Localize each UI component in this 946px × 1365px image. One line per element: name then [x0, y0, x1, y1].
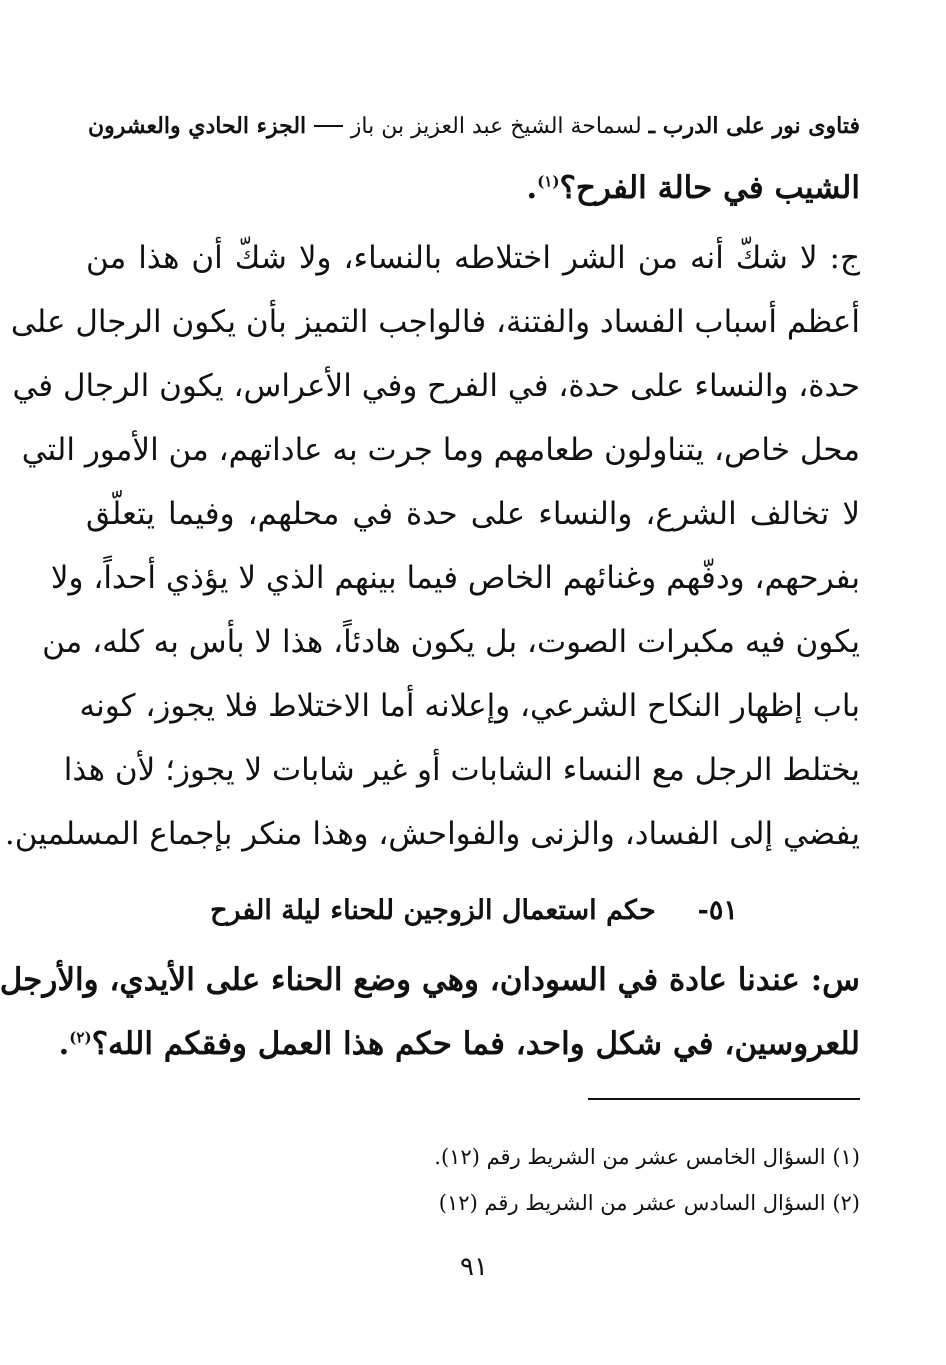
question-tail-text: الشيب في حالة الفرح؟ [559, 170, 860, 206]
footnote-ref-1: (١) [537, 172, 560, 191]
header-volume: الجزء الحادي والعشرون [88, 113, 307, 139]
section-heading [202, 884, 746, 936]
footnote-2: (٢) السؤال السادس عشر من الشريط رقم (١٢) [438, 1191, 860, 1215]
question-tail-line [86, 156, 860, 220]
question-tail-end: . [526, 170, 538, 206]
answer-line: حدة، والنساء على حدة، في الفرح وفي الأعراس، يكون الرجال في [12, 368, 860, 404]
answer-line: أعظم أسباب الفساد والفتنة، فالواجب التميز بأن يكون الرجال على [10, 304, 860, 340]
header-author: لسماحة الشيخ عبد العزيز بن باز [350, 113, 642, 139]
answer-line: باب إظهار النكاح الشرعي، وإعلانه أما الاختلاط فلا يجوز، كونه [79, 688, 860, 724]
section-title: حكم استعمال الزوجين للحناء ليلة الفرح [210, 894, 656, 926]
document-page [2, 0, 946, 1365]
answer-line: يكون فيه مكبرات الصوت، بل يكون هادئاً، هذا لا بأس به كله، من [42, 624, 860, 660]
answer-line: بفرحهم، ودفّهم وغنائهم الخاص فيما بينهم الذي لا يؤذي أحداً، ولا [50, 560, 860, 596]
question-line-last [58, 1012, 860, 1076]
answer-line: يختلط الرجل مع النساء الشابات أو غير شابات لا يجوز؛ لأن هذا [63, 752, 860, 788]
answer-line: ج: لا شكّ أنه من الشر اختلاطه بالنساء، ولا شكّ أن هذا من [86, 240, 860, 276]
running-header [88, 108, 860, 144]
question-end: . [58, 1026, 70, 1062]
question-line: س: عندنا عادة في السودان، وهي وضع الحناء على الأيدي، والأرجل [0, 962, 860, 998]
footnote-ref-2: (٢) [69, 1028, 92, 1047]
footnote-separator [588, 1098, 860, 1100]
footnote-1: (١) السؤال الخامس عشر من الشريط رقم (١٢). [434, 1145, 860, 1169]
answer-line: يفضي إلى الفساد، والزنى والفواحش، وهذا منكر بإجماع المسلمين. [4, 816, 860, 852]
header-divider [314, 125, 343, 127]
answer-line: محل خاص، يتناولون طعامهم وما جرت به عاداتهم، من الأمور التي [21, 432, 860, 468]
question-line-text: للعروسين، في شكل واحد، فما حكم هذا العمل وفقكم الله؟ [91, 1026, 860, 1062]
answer-paragraph [4, 226, 860, 866]
question-continuation [86, 156, 860, 220]
header-book-title: فتاوى نور على الدرب ـ [648, 113, 860, 139]
footnotes [302, 1134, 860, 1226]
page-number: ٩١ [460, 1252, 488, 1282]
section-number: ٥١- [697, 894, 738, 926]
question-paragraph [0, 948, 860, 1076]
answer-line: لا تخالف الشرع، والنساء على حدة في محلهم، وفيما يتعلّق [86, 496, 860, 532]
